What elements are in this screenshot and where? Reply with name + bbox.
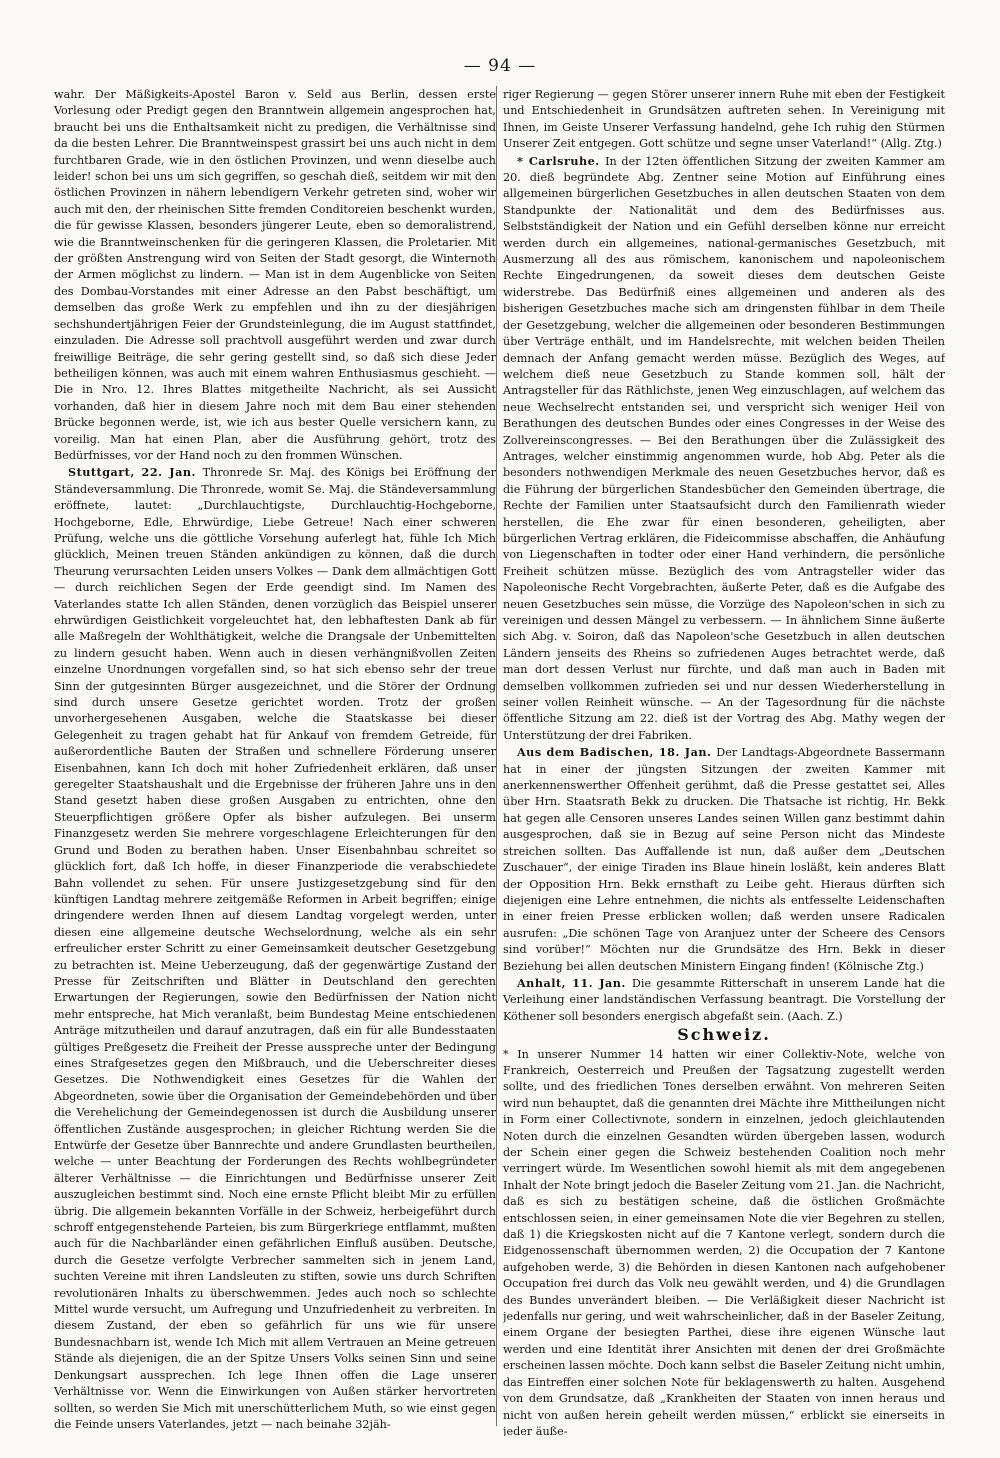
article-text: wahr. Der Mäßigkeits-Apostel Baron v. Seld aus Berlin, dessen erste Vorlesung oder Predigt gegen den Branntwein allgemein angesprochen hat, braucht bei uns die Enthaltsamkeit nicht zu predigen, die Verhältnisse sind da die besten Lehrer. Die Branntweinspest grassirt bei uns auch nicht in dem furchtbaren Grade, wie in den östlichen Provinzen, und wenn dieselbe auch leider! schon bei uns um sich gegriffen, so geschah dieß, seitdem wir mit den östlichen Provinzen in nähern lebendigern Verkehr getreten sind, woher wir auch mit den, der rheinischen Sitte fremden Conditoreien beschenkt wurden, die für gewisse Klassen, besonders jüngerer Leute, eben so demoralistrend, wie die Branntweinschenken für die geringeren Klassen, die Proletarier. Mit der größten Anstrengung wird von Seiten der Stadt gesorgt, die Winternoth der Armen möglichst zu lindern. — Man ist in dem Augenblicke von Seiten des Dombau-Vorstandes mit einer Adresse an den Pabst beschäftigt, um demselben das große Werk zu empfehlen und ihn zu der diesjährigen sechshundertjährigen Feier der Grundsteinlegung, die im August stattfindet, einzuladen. Die Adresse soll prachtvoll ausgeführt werden und zwar durch freiwillige Beiträge, die sehr gering gestellt sind, so daß sich diese Jeder betheiligen können, was auch mit einem wahren Enthusiasmus geschieht. — Die in Nro. 12. Ihres Blattes mitgetheilte Nachricht, als sei Aussicht vorhanden, daß hier in diesem Jahre noch mit dem Bau einer stehenden Brücke begonnen werde, ist, wie ich aus bester Quelle versichern kann, zu voreilig. Man hat einen Plan, aber die Ausführung gehört, trotz des Bedürfnisses, vor der Hand noch zu den frommen Wünschen.	[54, 88, 496, 462]
article-text: Thronrede Sr. Maj. des Königs bei Eröffnung der Ständeversammlung. Die Thronrede, womit Se. Maj. die Ständeversammlung eröffnete, lautet: „Durchlauchtigste, Durchlauchtig-Hochgeborne, Hochgeborne, Edle, Ehrwürdige, Liebe Getreue! Nach einer schweren Prüfung, welche uns die göttliche Vorsehung auferlegt hat, fühle Ich Mich glücklich, Meinen treuen Ständen ankündigen zu können, daß die durch Theurung verursachten Leiden unsers Volkes — Dank dem allmächtigen Gott — durch reichlichen Segen der Erde geendigt sind. Im Namen des Vaterlandes statte Ich allen Ständen, denen vorzüglich das Beispiel unserer ehrwürdigen Geistlichkeit vorgeleuchtet hat, den lebhaftesten Dank ab für alle Maßregeln der Wohlthätigkeit, welche die Drangsale der Unbemittelten zu lindern gesucht haben. Wenn auch in diesen verhängnißvollen Zeiten einzelne Unordnungen vorgefallen sind, so hat sich ebenso sehr der treue Sinn der gutgesinnten Bürger ausgezeichnet, und die Störer der Ordnung sind durch unsere Gesetze gerichtet worden. Trotz der großen unvorhergesehenen Ausgaben, welche die Staatskasse bei dieser Gelegenheit zu tragen gehabt hat für Ankauf von fremdem Getreide, für außerordentliche Bauten der Straßen und schnellere Förderung unserer Eisenbahnen, kann Ich doch mit hoher Zufriedenheit erklären, daß unser geregelter Staatshaushalt und die Ergebnisse der früheren Jahre uns in den Stand gesetzt haben diese großen Ausgaben zu entrichten, ohne den Steuerpflichtigen größere Opfer als bisher aufzulegen. Bei unserm Finanzgesetz werden Sie mehrere vorgeschlagene Erleichterungen für den Grund und Boden zu berathen haben. Unser Eisenbahnbau schreitet so glücklich fort, daß Ich hoffe, in dieser Finanzperiode die verabschiedete Bahn vollendet zu sehen. Für unsere Justizgesetzgebung sind für den künftigen Landtag mehrere zeitgemäße Reformen in Arbeit begriffen; einige dringendere werden Ihnen auf diesem Landtag vorgelegt werden, unter diesen eine allgemeine deutsche Wechselordnung, welche als ein sehr erfreulicher erster Schritt zu einer Gemeinsamkeit deutscher Gesetzgebung zu betrachten ist. Meine Ueberzeugung, daß der gegenwärtige Zustand der Presse für Zeitschriften und Blätter in Deutschland den gerechten Erwartungen der Regierungen, sowie den Bedürfnissen der Nation nicht mehr entspreche, hat Mich veranlaßt, beim Bundestag Meine entschiedenen Anträge mitzutheilen und darauf anzutragen, daß ein für alle Bundesstaaten gültiges Preßgesetz die Freiheit der Presse ausspreche unter der Bedingung eines Strafgesetzes gegen den Mißbrauch, und die Ueberschreiter dieses Gesetzes. Die Nothwendigkeit eines Gesetzes für die Wahlen der Abgeordneten, sowie über die Organisation der Gemeindebehörden und über die Verehelichung der Gemeindegenossen ist durch die Ausbildung unserer öffentlichen Zustände ausgesprochen; in gleicher Richtung werden Sie die Entwürfe der Gesetze über Bannrechte und andere Grundlasten beurtheilen, welche — unter Beachtung der Forderungen des Rechts wohlbegründeter älterer Verhältnisse — die Einrichtungen und Bedürfnisse unserer Zeit auszugleichen bestimmt sind. Noch eine ernste Pflicht bleibt Mir zu erfüllen übrig. Die allgemein bekannten Vorfälle in der Schweiz, herbeigeführt durch schroff entgegenstehende Parteien, bis zum Bürgerkriege entflammt, mußten auch für die Nachbarländer einen gefährlichen Einfluß ausüben. Deutsche, durch die Gesetze verfolgte Verbrecher sammelten sich in jenem Land, suchten Vereine mit ihren Landsleuten zu stiften, sowie uns durch Schriften revolutionären Inhalts zu überschwemmen. Jedes auch noch so schlechte Mittel wurde versucht, um Aufregung und Unzufriedenheit zu verbreiten. In diesem Zustand, der eben so gefährlich für uns wie für unsere Bundesnachbarn ist, wende Ich Mich mit allem Vertrauen an Meine getreuen Stände als diejenigen, die an der Spitze Unsers Volks seinen Sinn und seine Denkungsart aussprechen. Ich lege Ihnen offen die Lage unserer Verhältnisse vor. Wenn die Einwirkungen von Außen stärker hervortreten sollten, so werden Sie Mich mit unerschütterlichem Muth, so wie einst gegen die Feinde unsers Vaterlandes, jetzt — nach beinahe 32jäh-	[54, 466, 496, 1431]
article-dateline: Aus dem Badischen, 18. Jan.	[517, 745, 717, 760]
article-text: Der Landtags-Abgeordnete Bassermann hat in einer der jüngsten Sitzungen der zweiten Kammer mit anerkennenswerther Offenheit gerühmt, daß die Presse gestattet sei, Alles über Hrn. Staatsrath Bekk zu drucken. Die Thatsache ist richtig, Hr. Bekk hat gegen alle Censoren unseres Landes seinen Willen ganz bestimmt dahin ausgesprochen, daß sie in Bezug auf seine Person nicht das Mindeste streichen sollten. Das Auffallende ist nun, daß außer dem „Deutschen Zuschauer“, der einige Tiraden ins Blaue hinein losläßt, kein anderes Blatt der Opposition Hrn. Bekk ernsthaft zu Leibe geht. Hieraus dürften sich diejenigen eine Lehre entnehmen, die nichts als entfesselte Leidenschaften in einer freien Presse erblicken wollen; daß werden unsere Radicalen ausrufen: „Die schönen Tage von Aranjuez unter der Scheere des Censors sind vorüber!“ Möchten nur die Grundsätze des Hrn. Bekk in dieser Beziehung bei allen deutschen Ministern Eingang finden! (Kölnische Ztg.)	[503, 746, 945, 973]
article-text: riger Regierung — gegen Störer unserer innern Ruhe mit eben der Festigkeit und Entschiedenheit in Grundsätzen auftreten sehen. In Vereinigung mit Ihnen, im Geiste Unserer Verfassung handelnd, gehe Ich ruhig den Stürmen Unserer Zeit entgegen. Gott schütze und segne unser Vaterland!“ (Allg. Ztg.)	[503, 88, 945, 151]
column-divider	[496, 86, 497, 1426]
article-paragraph	[503, 975, 945, 1025]
article-text: In der 12ten öffentlichen Sitzung der zweiten Kammer am 20. dieß begründete Abg. Zentner seine Motion auf Einführung eines allgemeinen bürgerlichen Gesetzbuches in allen deutschen Staaten von dem Standpunkte der Nationalität und dem des Bedürfnisses aus. Selbstständigkeit der Nation und ein Gefühl derselben könne nur erreicht werden durch ein allgemeines, national-germanisches Gesetzbuch, mit Ausmerzung all des aus römischem, kanonischem und napoleonischem Rechte Eingedrungenen, da soweit dieses dem deutschen Geiste widerstrebe. Das Bedürfniß eines allgemeinen und anderen als des bisherigen Gesetzbuches mache sich am dringensten fühlbar in dem Theile der Gesetzgebung, welcher die allgemeinen oder besonderen Bestimmungen über Verträge enthält, und im Handelsrechte, mit welchen beiden Theilen demnach der Anfang gemacht werden müsse. Bezüglich des Weges, auf welchem dieß neue Gesetzbuch zu Stande kommen soll, hält der Antragsteller für das Räthlichste, jenen Weg einzuschlagen, auf welchem das neue Wechselrecht entstanden sei, und verspricht sich weniger Heil von Berathungen des deutschen Bundes oder eines Congresses in der Weise des Zollvereinscongresses. — Bei den Berathungen über die Zulässigkeit des Antrages, welcher einstimmig angenommen wurde, hob Abg. Peter als die besonders nothwendigen Merkmale des neuen Gesetzbuches hervor, daß es die Führung der bürgerlichen Standesbücher den Gemeinden übertrage, die Rechte der Familien unter Staatsaufsicht durch den Familienrath wieder herstellen, die Ehe zwar für einen besonderen, geheiligten, aber bürgerlichen Vertrag erklären, die Fideicommisse abschaffen, die Anhäufung von Liegenschaften in todter oder einer Hand verhindern, die persönliche Freiheit schützen müsse. Bezüglich des vom Antragsteller wider das Napoleonische Recht Vorgebrachten, äußerte Peter, daß es die Aufgabe des neuen Gesetzbuches sein müsse, die Vorzüge des Napoleon'schen in sich zu vereinigen und dessen Mängel zu verbessern. — In ähnlichem Sinne äußerte sich Abg. v. Soiron, daß das Napoleon'sche Gesetzbuch in allen deutschen Ländern jenseits des Rheins so zufriedenen Auges betrachtet werde, daß man dort dessen Verlust nur fürchte, und daß man auch in Baden mit demselben vollkommen zufrieden sei und nur dessen Wiederherstellung in seiner vollen Reinheit wünsche. — An der Tagesordnung für die nächste öffentliche Sitzung am 22. dieß ist der Vortrag des Abg. Mathy wegen der Unterstützung der drei Fabriken.	[503, 154, 945, 742]
article-text: Die gesammte Ritterschaft in unserem Lande hat die Verleihung einer landständischen Verfassung beantragt. Die Vorstellung der Köthener soll besonders energisch abgefaßt sein. (Aach. Z.)	[503, 976, 945, 1023]
article-text: * In unserer Nummer 14 hatten wir einer Collektiv-Note, welche von Frankreich, Oesterreich und Preußen der Tagsatzung zugestellt werden sollte, und des friedlichen Tones derselben erwähnt. Von mehreren Seiten wird nun behauptet, daß die genannten drei Mächte ihre Mittheilungen nicht in Form einer Collectivnote, sondern in einzelnen, jedoch gleichlautenden Noten durch die einzelnen Gesandten würden übergeben lassen, wodurch der Schein einer gegen die Schweiz bestehenden Coalition noch mehr verringert würde. Im Wesentlichen sowohl hiemit als mit dem angegebenen Inhalt der Note bringt jedoch die Baseler Zeitung vom 21. Jan. die Nachricht, daß es sich zu bestätigen scheine, daß die östlichen Großmächte entschlossen seien, in einer gemeinsamen Note die vier Begehren zu stellen, daß 1) die Kriegskosten nicht auf die 7 Kantone verlegt, sondern durch die Eidgenossenschaft übernommen werden, 2) die Occupation der 7 Kantone aufgehoben werde, 3) die Behörden in diesen Kantonen nach aufgehobener Occupation frei durch das Volk neu gewählt werden, und 4) die Grundlagen des Bundes unverändert bleiben. — Die Verläßigkeit dieser Nachricht ist jedenfalls nur gering, und weit wahrscheinlicher, daß in der Baseler Zeitung, einem Organe der besiegten Parthei, diese ihre eigenen Wünsche laut werden und eine Identität ihrer Ansichten mit denen der drei Großmächte erscheinen lassen möchte. Doch kann selbst die Baseler Zeitung nicht umhin, das Eintreffen einer solchen Note für beklagenswerth zu halten. Ausgehend von dem Grundsatze, daß „Krankheiten der Staaten von innen heraus und nicht von außen herein geheilt werden müssen,“ erblickt sie einerseits in jeder äuße-	[503, 1047, 945, 1436]
article-paragraph	[503, 153, 945, 745]
article-paragraph	[54, 86, 496, 464]
article-paragraph	[503, 744, 945, 975]
article-dateline: Stuttgart, 22. Jan.	[68, 465, 203, 480]
page-number: — 94 —	[463, 56, 537, 76]
left-column	[54, 86, 496, 1436]
article-paragraph	[503, 1046, 945, 1436]
article-paragraph	[503, 86, 945, 153]
article-dateline: Anhalt, 11. Jan.	[517, 975, 632, 990]
right-column	[503, 86, 945, 1436]
article-dateline: * Carlsruhe.	[517, 153, 606, 168]
article-paragraph	[54, 464, 496, 1433]
section-heading: Schweiz.	[677, 1025, 771, 1045]
